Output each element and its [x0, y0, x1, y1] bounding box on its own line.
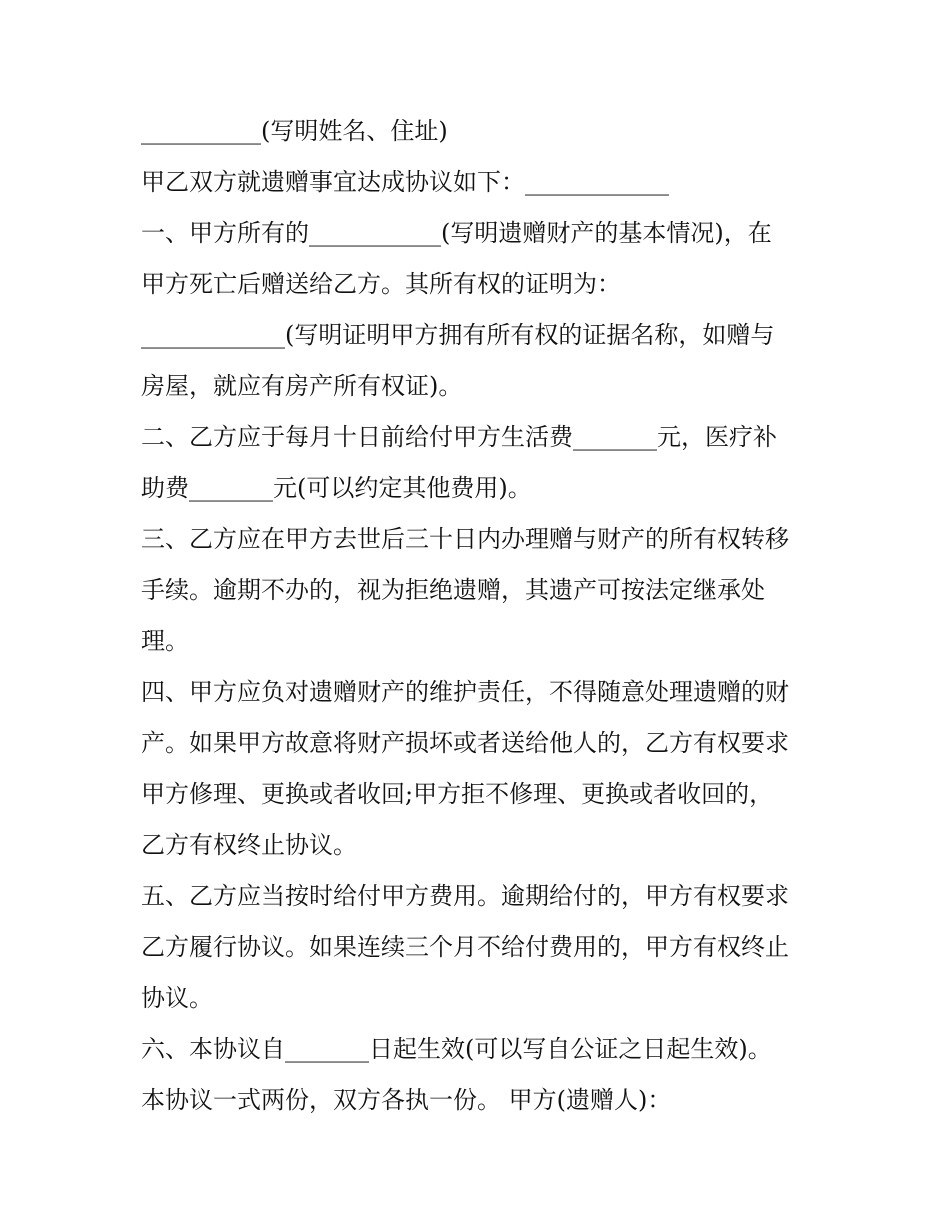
text-line-clause-6: 六、本协议自_______日起生效(可以写自公证之日起生效)。 — [141, 1035, 772, 1063]
text-line-clause-2a: 二、乙方应于每月十日前给付甲方生活费_______元，医疗补 — [141, 423, 777, 451]
text-line-clause-3c: 理。 — [141, 627, 189, 655]
text-line-clause-3b: 手续。逾期不办的，视为拒绝遗赠，其遗产可按法定继承处 — [141, 576, 765, 604]
text-line-clause-3a: 三、乙方应在甲方去世后三十日内办理赠与财产的所有权转移 — [141, 525, 789, 553]
text-line-clause-1d: 房屋，就应有房产所有权证)。 — [141, 372, 463, 400]
text-line-clause-5b: 乙方履行协议。如果连续三个月不给付费用的，甲方有权终止 — [141, 933, 789, 961]
text-line-party-address: __________(写明姓名、住址) — [141, 117, 448, 145]
text-line-clause-4b: 产。如果甲方故意将财产损坏或者送给他人的，乙方有权要求 — [141, 729, 789, 757]
text-line-clause-5a: 五、乙方应当按时给付甲方费用。逾期给付的，甲方有权要求 — [141, 882, 789, 910]
text-line-clause-4a: 四、甲方应负对遗赠财产的维护责任，不得随意处理遗赠的财 — [141, 678, 789, 706]
text-line-clause-1c: ____________(写明证明甲方拥有所有权的证据名称，如赠与 — [141, 321, 775, 349]
text-line-clause-5c: 协议。 — [141, 984, 213, 1012]
text-line-copies-signature: 本协议一式两份，双方各执一份。 甲方(遗赠人)： — [141, 1086, 672, 1114]
text-line-clause-4c: 甲方修理、更换或者收回;甲方拒不修理、更换或者收回的， — [141, 780, 774, 808]
text-line-clause-1a: 一、甲方所有的___________(写明遗赠财产的基本情况)，在 — [141, 219, 772, 247]
agreement-body — [141, 106, 821, 1126]
text-line-clause-1b: 甲方死亡后赠送给乙方。其所有权的证明为： — [141, 270, 621, 298]
text-line-clause-4d: 乙方有权终止协议。 — [141, 831, 357, 859]
text-line-clause-2b: 助费_______元(可以约定其他费用)。 — [141, 474, 532, 502]
text-line-intro: 甲乙双方就遗赠事宜达成协议如下：____________ — [141, 168, 669, 196]
